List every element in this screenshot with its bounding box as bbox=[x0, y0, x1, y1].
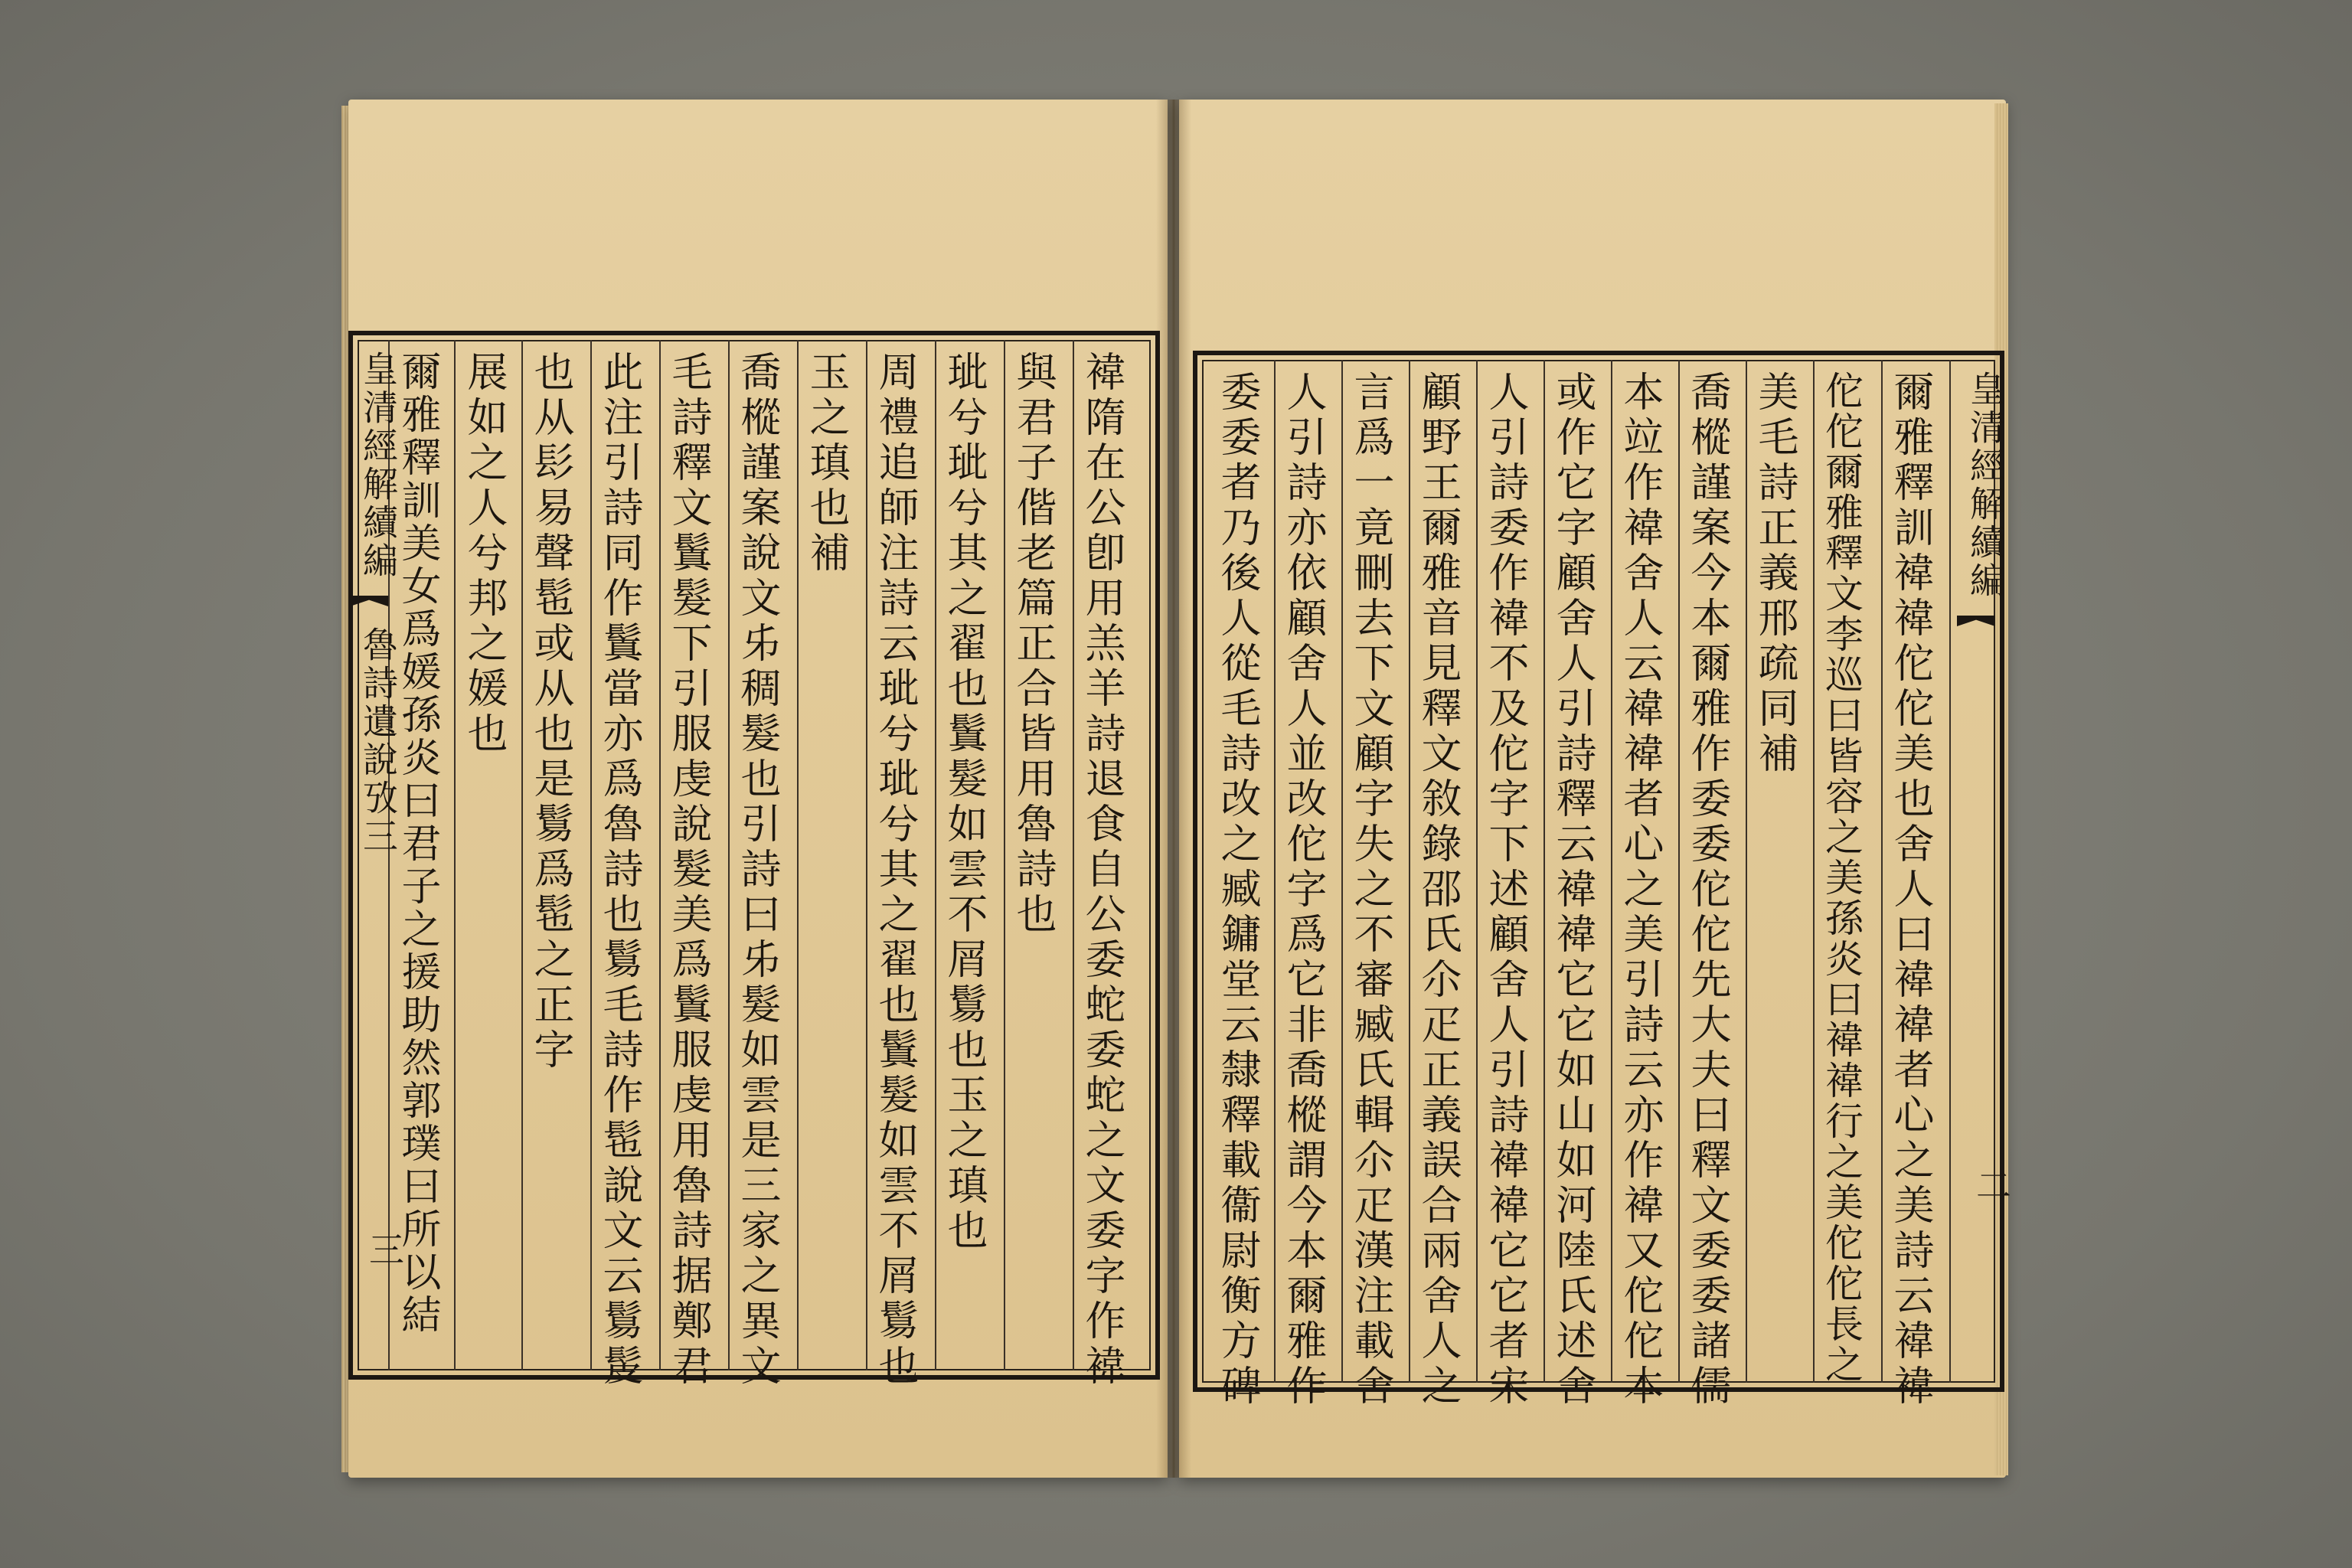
right-text-frame bbox=[1193, 351, 2012, 1410]
left-col-6: 喬樅謹案說文𠂔稠髮也引詩曰𠂔髮如雲是三家之異文 bbox=[734, 351, 781, 1390]
right-col-10: 人引詩亦依顧舍人並改佗字爲它非喬樅謂今本爾雅作 bbox=[1280, 371, 1327, 1410]
right-leaf-number: 二 bbox=[1971, 1167, 2012, 1202]
book-gutter bbox=[1156, 100, 1191, 1478]
right-col-4: 喬樅謹案今本爾雅作委委佗佗先大夫曰釋文委委諸儒 bbox=[1684, 371, 1731, 1410]
left-col-5: 玉之瑱也補 bbox=[803, 351, 850, 577]
left-banxin-section: 魯詩遺說攷三 bbox=[358, 626, 399, 856]
left-col-7: 毛詩釋文鬒髮下引服虔說髮美爲鬒服虔用魯詩据鄭君 bbox=[665, 351, 712, 1390]
left-text-frame bbox=[348, 331, 1160, 1390]
left-col-9: 也从髟易聲髢或从也是鬄爲髢之正字 bbox=[528, 351, 574, 1073]
left-banxin-title: 皇清經解續編 bbox=[358, 351, 399, 580]
right-col-7: 人引詩委作褘不及佗字下述顧舍人引詩褘褘它它者宋 bbox=[1482, 371, 1529, 1410]
right-col-5: 本竝作褘舍人云褘褘者心之美引詩云亦作褘又佗佗本 bbox=[1617, 371, 1664, 1410]
right-col-6: 或作它字顧舍人引詩釋云褘褘它它如山如河陸氏述舍 bbox=[1550, 371, 1596, 1410]
left-leaf-number: 三 bbox=[364, 1231, 405, 1266]
right-col-2: 佗佗爾雅釋文李巡曰皆容之美孫炎曰褘褘行之美佗佗長之 bbox=[1819, 371, 1864, 1385]
fishtail-mark bbox=[350, 596, 388, 606]
left-col-3: 玼兮玼兮其之翟也鬒髮如雲不屑鬄也玉之瑱也 bbox=[941, 351, 988, 1254]
right-col-3: 美毛詩正義邢疏同補 bbox=[1752, 371, 1798, 777]
left-col-11: 爾雅釋訓美女爲媛孫炎曰君子之援助然郭璞曰所以結 bbox=[394, 351, 440, 1337]
left-col-4: 周禮追師注詩云玼兮玼兮其之翟也鬒髮如雲不屑鬄也 bbox=[872, 351, 919, 1390]
right-col-9: 言爲一竟刪去下文顧字失之不審臧氏輯尒疋漢注載舍 bbox=[1348, 371, 1394, 1410]
right-col-11: 委委者乃後人從毛詩改之臧鏞堂云隸釋載衞尉衡方碑 bbox=[1214, 371, 1261, 1410]
left-col-8: 此注引詩同作鬒當亦爲魯詩也鬄毛詩作髢說文云鬄髲 bbox=[596, 351, 643, 1390]
right-banxin bbox=[1955, 363, 2012, 1380]
left-banxin bbox=[348, 343, 405, 1367]
right-col-8: 顧野王爾雅音見釋文敘錄邵氏尒疋正義誤合兩舍人之 bbox=[1415, 371, 1462, 1410]
left-col-10: 展如之人兮邦之媛也 bbox=[461, 351, 508, 757]
right-banxin-title: 皇清經解續編 bbox=[1965, 371, 2006, 600]
left-col-2: 與君子偕老篇正合皆用魯詩也 bbox=[1010, 351, 1057, 938]
right-col-1: 爾雅釋訓褘褘佗佗美也舍人曰褘褘者心之美詩云褘褘 bbox=[1887, 371, 1934, 1410]
left-col-1: 褘隋在公卽用羔羊詩退食自公委蛇委蛇之文委字作褘 bbox=[1079, 351, 1125, 1390]
fishtail-mark bbox=[1957, 616, 1995, 626]
